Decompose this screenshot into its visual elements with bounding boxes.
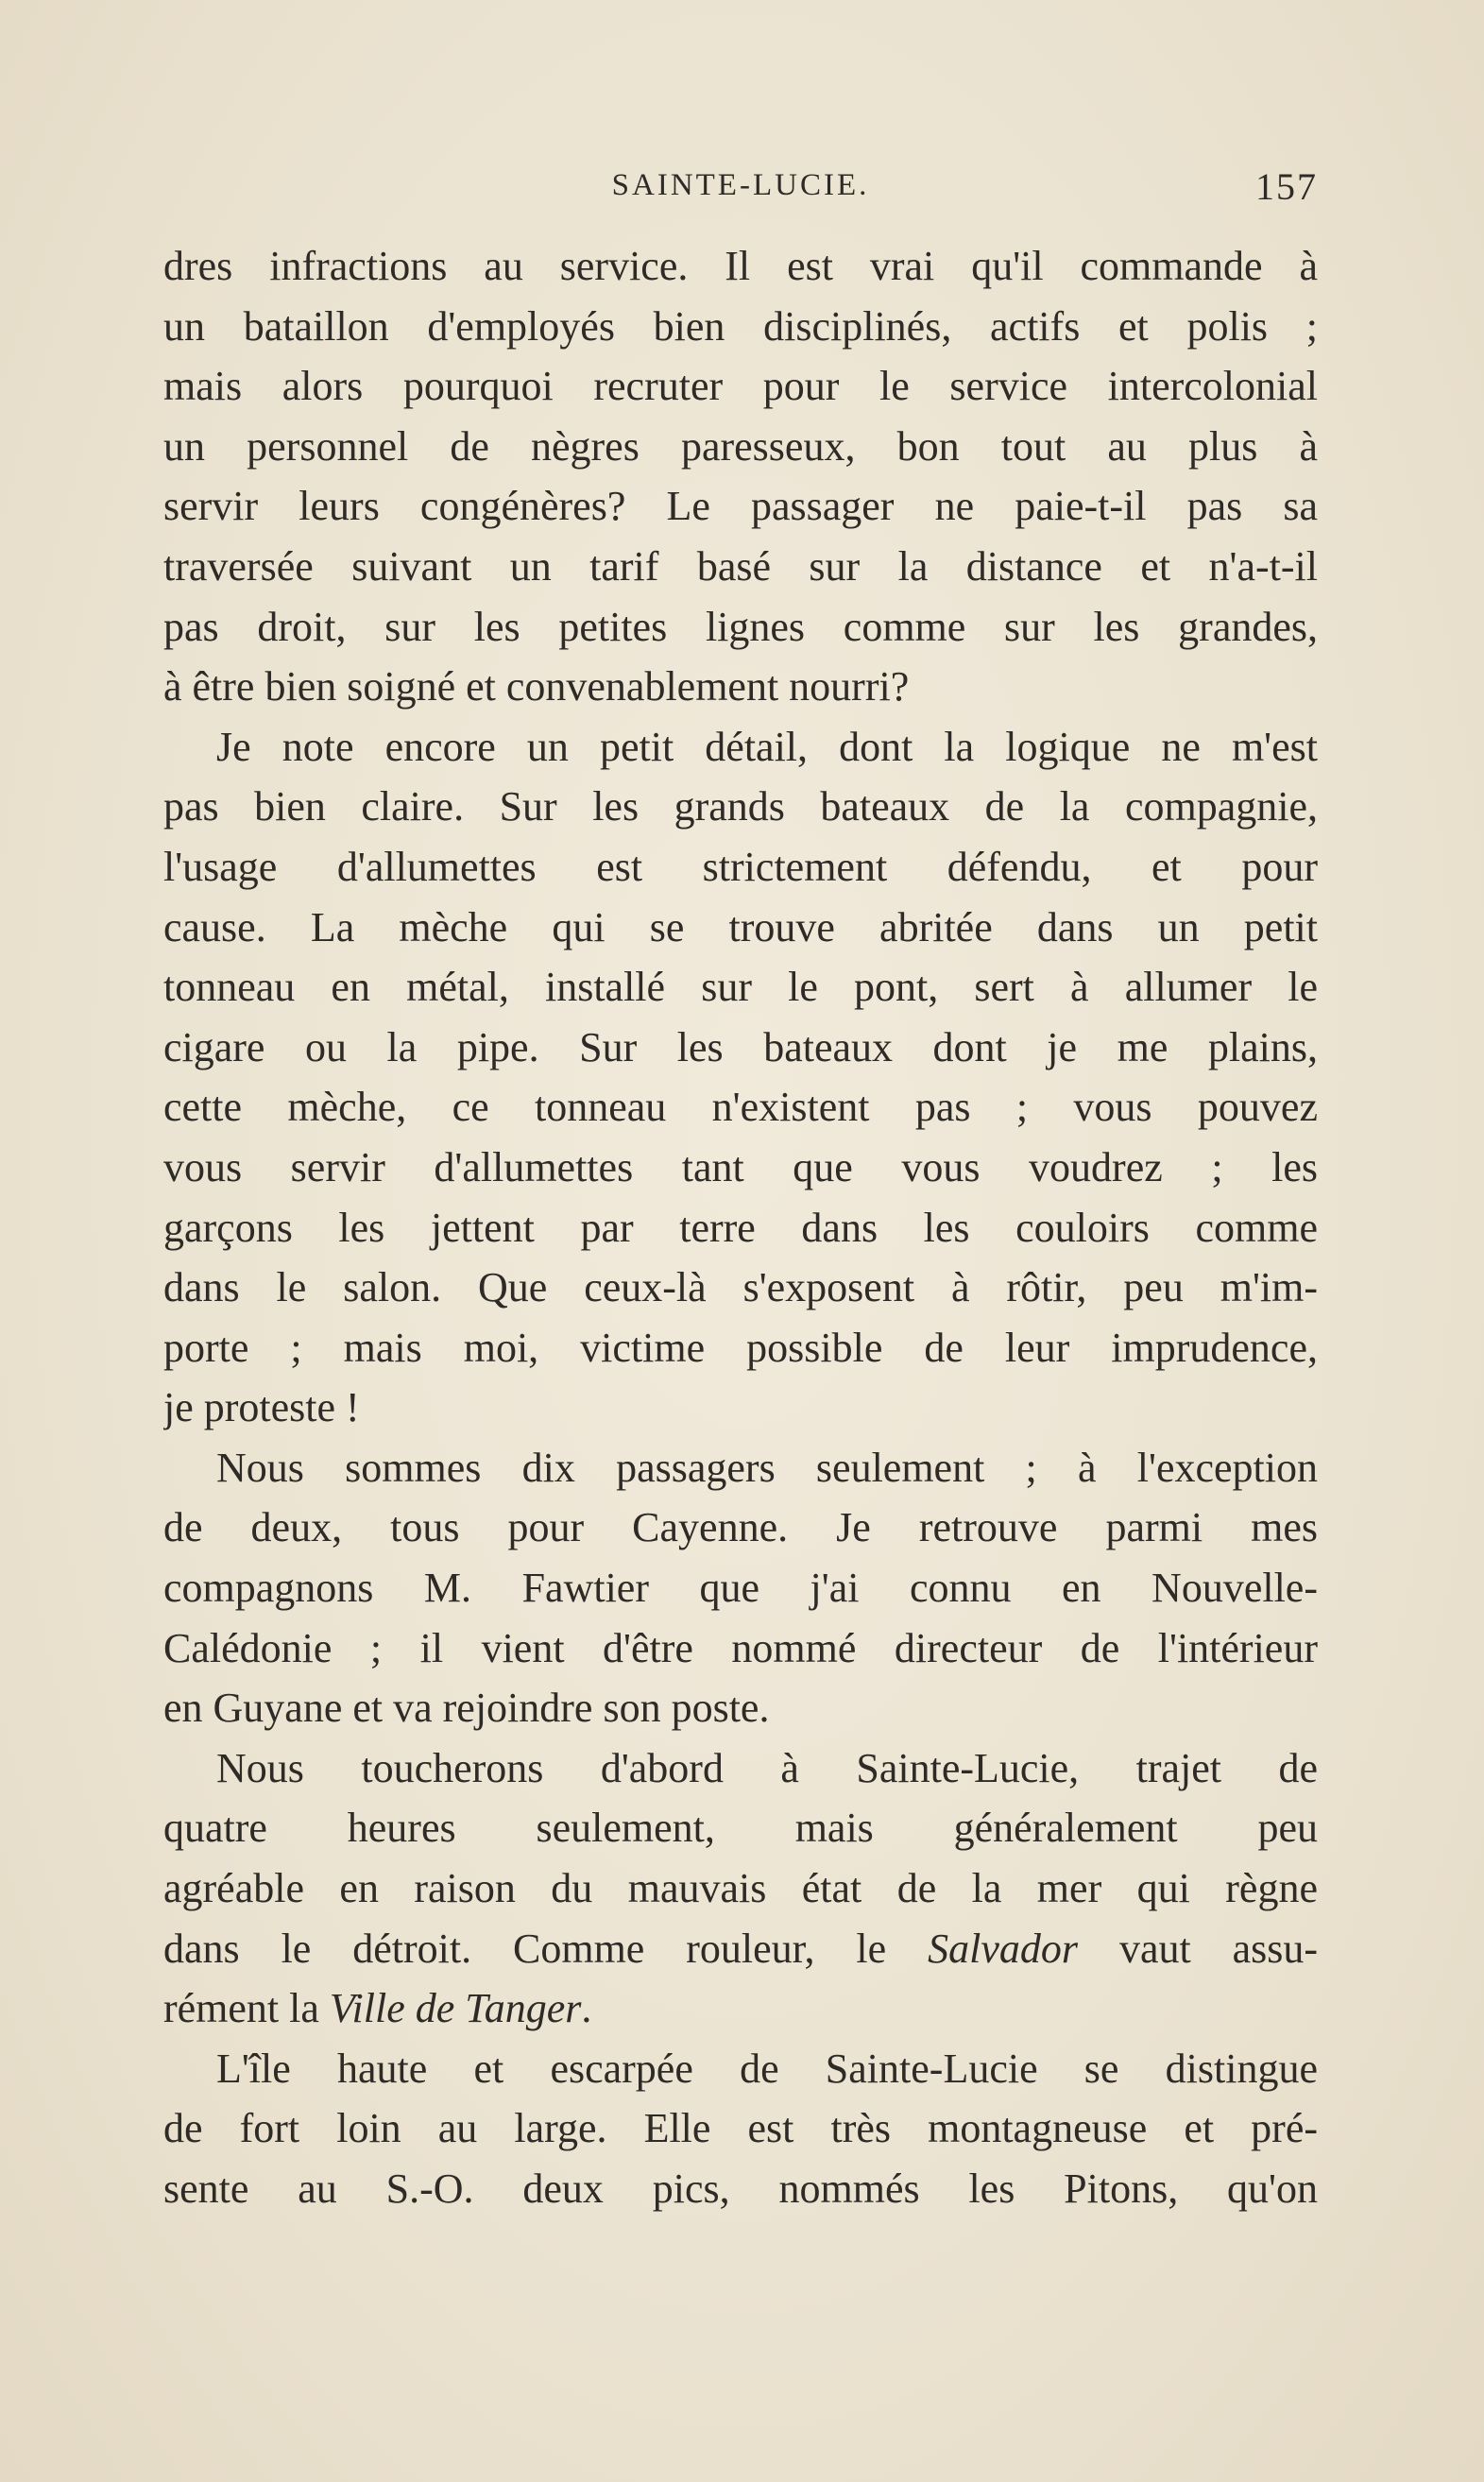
text-line-with-italic bbox=[163, 1919, 1318, 1979]
text-line: tonneau en métal, installé sur le pont, sert à allumer le bbox=[163, 964, 1318, 1011]
text-line: l'usage d'allumettes est strictement défendu, et pour bbox=[163, 843, 1318, 890]
text-line: de fort loin au large. Elle est très montagneuse et pré- bbox=[163, 2105, 1318, 2152]
text-line: à être bien soigné et convenablement nourri? bbox=[163, 663, 910, 710]
text-line: un bataillon d'employés bien disciplinés, actifs et polis ; bbox=[163, 302, 1318, 350]
text-line: un personnel de nègres paresseux, bon tout au plus à bbox=[163, 422, 1318, 470]
text-line: cigare ou la pipe. Sur les bateaux dont je me plains, bbox=[163, 1023, 1318, 1070]
text-line: porte ; mais moi, victime possible de leur imprudence, bbox=[163, 1324, 1318, 1371]
text-line: Calédonie ; il vient d'être nommé directeur de l'intérieur bbox=[163, 1624, 1318, 1671]
ship-name-ville-de-tanger: Ville de Tanger bbox=[329, 1985, 582, 2032]
text-line: compagnons M. Fawtier que j'ai connu en Nouvelle- bbox=[163, 1565, 1318, 1612]
paragraph-start-line: Nous sommes dix passagers seulement ; à l'exception bbox=[216, 1444, 1318, 1491]
text-line: cette mèche, ce tonneau n'existent pas ; vous pouvez bbox=[163, 1084, 1318, 1131]
text-line: en Guyane et va rejoindre son poste. bbox=[163, 1685, 770, 1732]
text-line: agréable en raison du mauvais état de la mer qui règne bbox=[163, 1865, 1318, 1912]
paragraph-start-line: L'île haute et escarpée de Sainte-Lucie se distingue bbox=[216, 2045, 1318, 2092]
text-line: garçons les jettent par terre dans les couloirs comme bbox=[163, 1204, 1318, 1251]
text-line: pas bien claire. Sur les grands bateaux de la compagnie, bbox=[163, 783, 1318, 830]
text-line: cause. La mèche qui se trouve abritée dans un petit bbox=[163, 903, 1318, 950]
page-number: 157 bbox=[1255, 165, 1318, 208]
text-segment: rément la bbox=[163, 1985, 319, 2032]
text-line-with-italic bbox=[163, 1978, 1318, 2039]
text-line: dans le salon. Que ceux-là s'exposent à rôtir, peu m'im- bbox=[163, 1264, 1318, 1311]
text-line: vous servir d'allumettes tant que vous voudrez ; les bbox=[163, 1143, 1318, 1190]
text-line: quatre heures seulement, mais généralement peu bbox=[163, 1805, 1318, 1852]
paragraph-start-line: Nous toucherons d'abord à Sainte-Lucie, trajet de bbox=[216, 1744, 1318, 1791]
running-head bbox=[163, 161, 1318, 217]
text-line: mais alors pourquoi recruter pour le service intercolonial bbox=[163, 363, 1318, 410]
text-line: sente au S.-O. deux pics, nommés les Pitons, qu'on bbox=[163, 2165, 1318, 2212]
text-line: pas droit, sur les petites lignes comme sur les grandes, bbox=[163, 603, 1318, 650]
chapter-title: SAINTE-LUCIE. bbox=[611, 168, 870, 202]
body-text bbox=[163, 236, 1318, 2219]
text-line: je proteste ! bbox=[163, 1384, 360, 1431]
text-line: de deux, tous pour Cayenne. Je retrouve parmi mes bbox=[163, 1504, 1318, 1551]
text-line: dres infractions au service. Il est vrai qu'il commande à bbox=[163, 243, 1318, 289]
text-line: traversée suivant un tarif basé sur la distance et n'a-t-il bbox=[163, 542, 1318, 590]
text-segment: . bbox=[581, 1985, 592, 2032]
text-line: servir leurs congénères? Le passager ne paie-t-il pas sa bbox=[163, 483, 1318, 530]
ship-name-salvador: Salvador bbox=[928, 1925, 1079, 1972]
text-segment: dans le détroit. Comme rouleur, le bbox=[163, 1925, 887, 1972]
paragraph-start-line: Je note encore un petit détail, dont la logique ne m'est bbox=[216, 723, 1318, 770]
text-segment: vaut assu- bbox=[1118, 1925, 1318, 1972]
